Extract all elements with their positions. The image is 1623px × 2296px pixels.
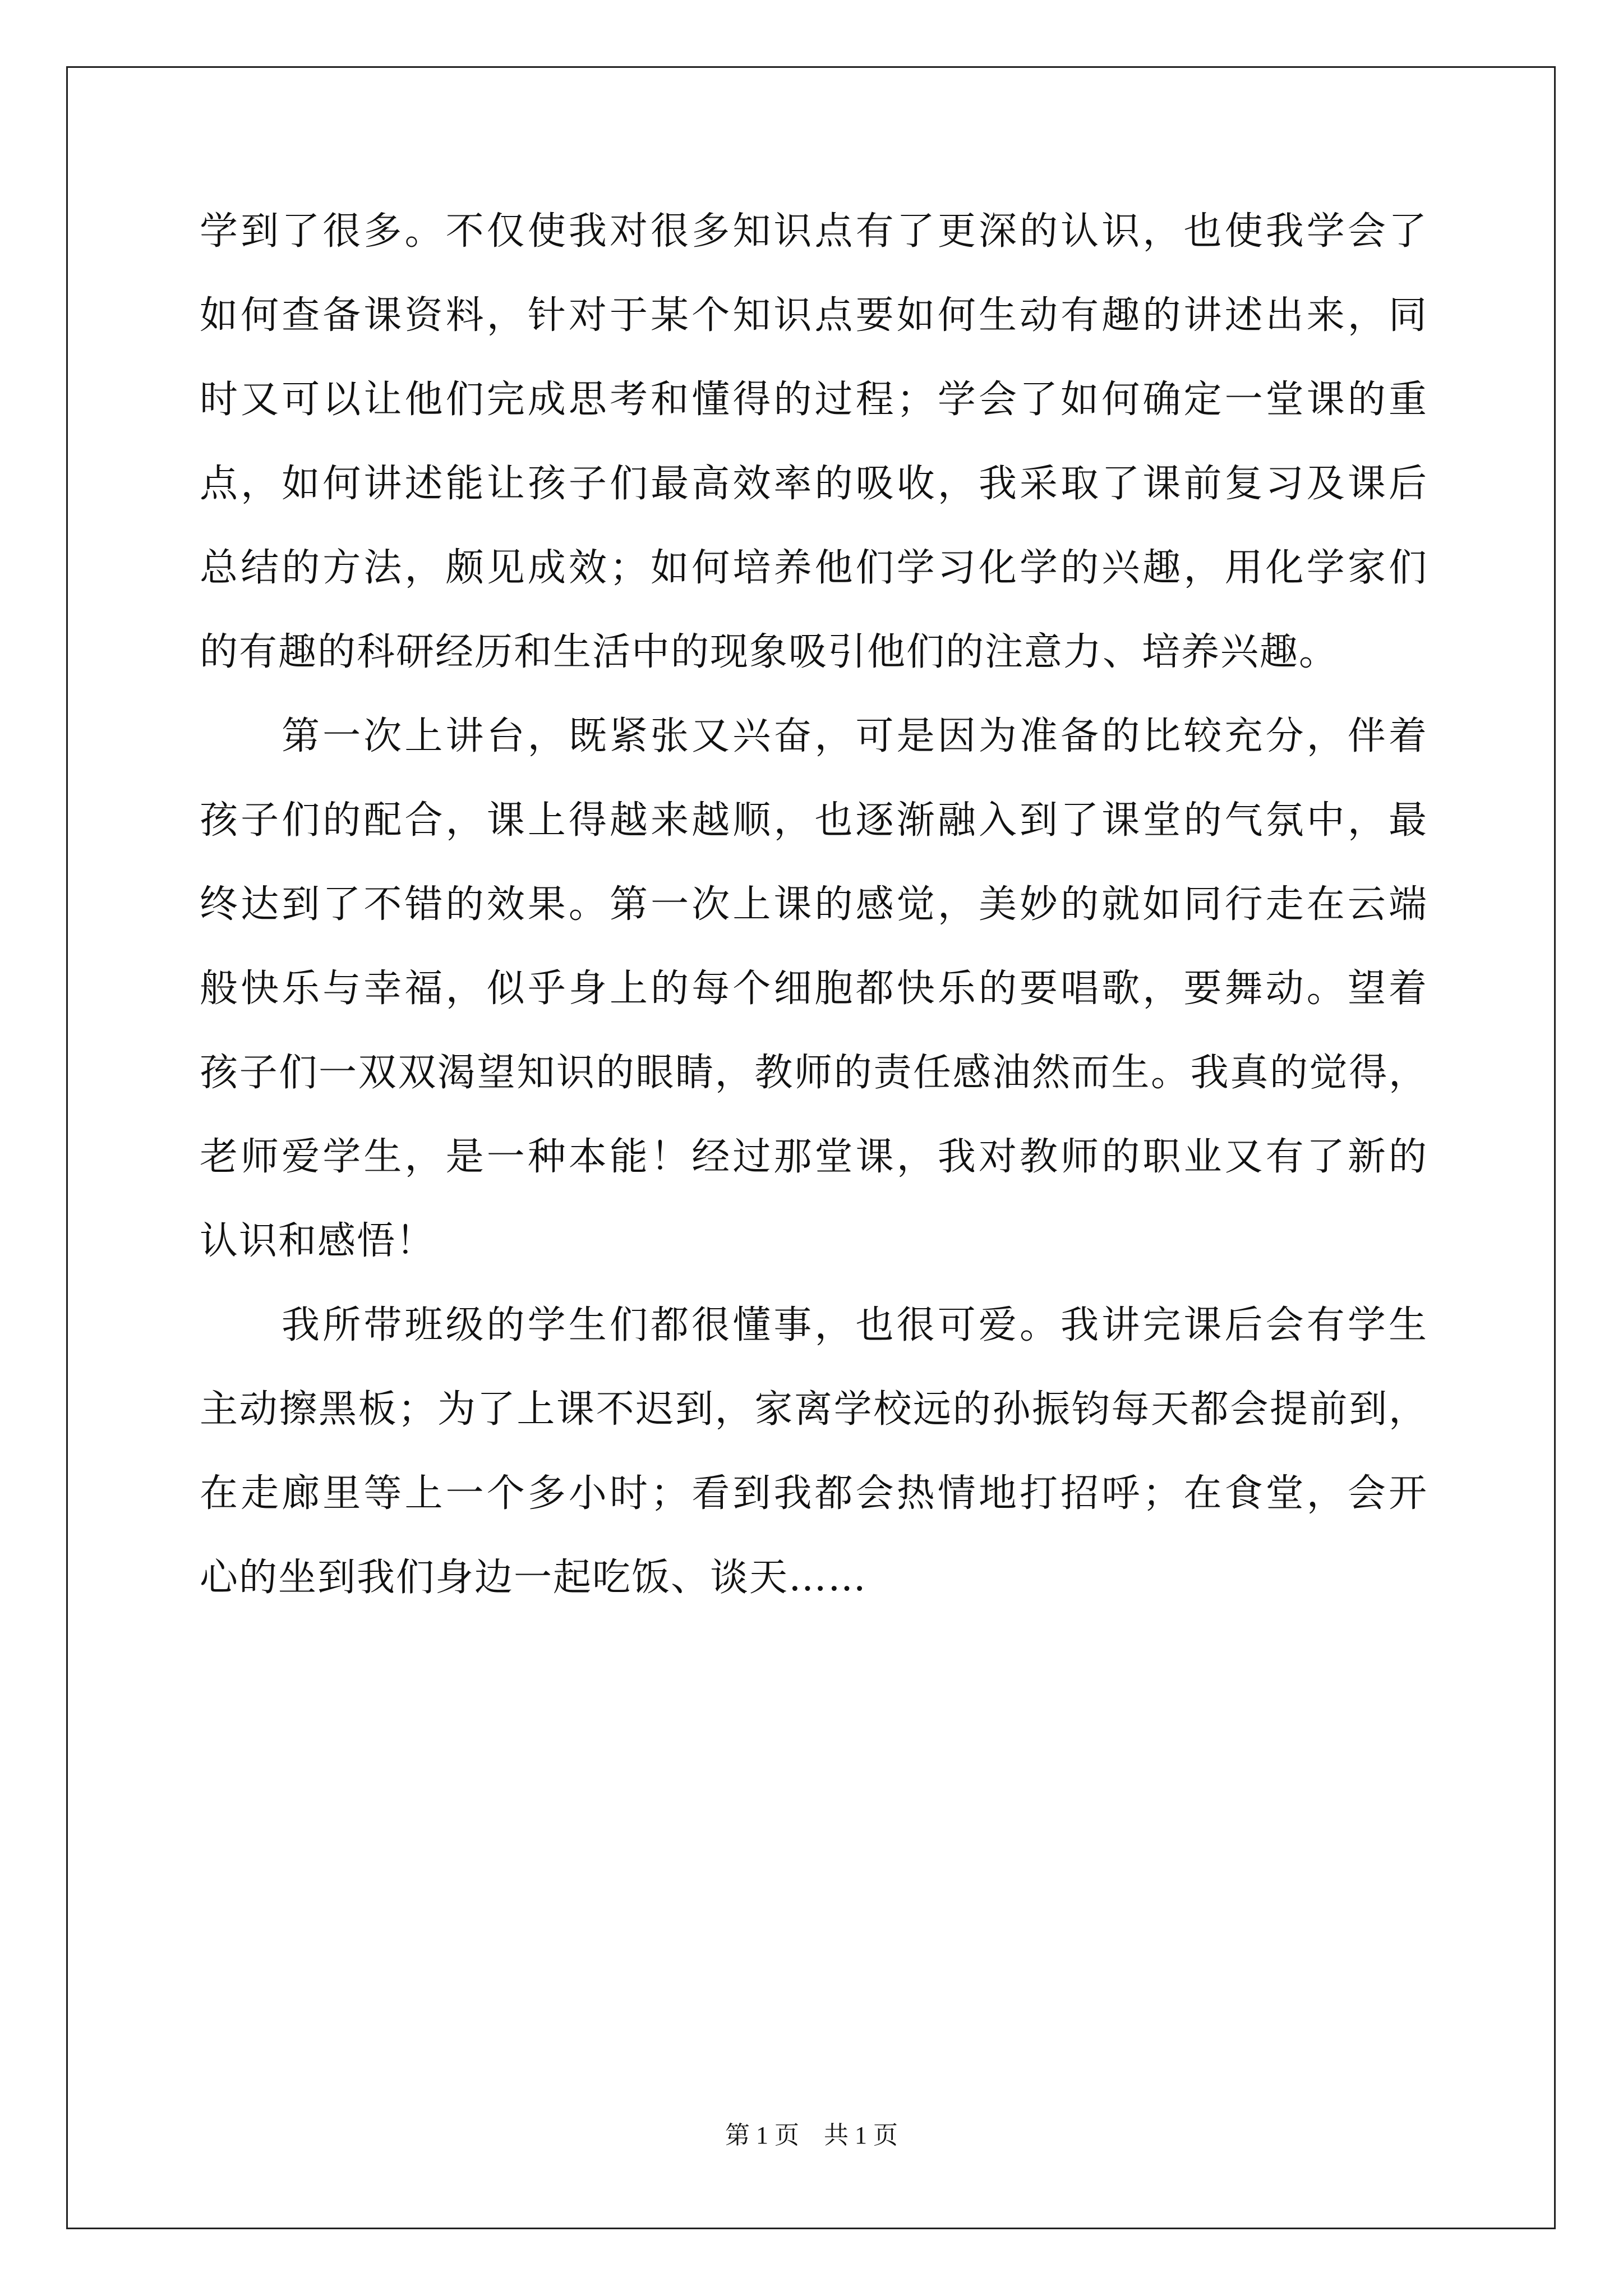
paragraph-2-line-6: 老师爱学生，是一种本能！经过那堂课，我对教师的职业又有了新的 [200,1135,1428,1179]
page-number-footer: 第 1 页 共 1 页 [725,2122,898,2149]
document-body [200,190,1428,1620]
paragraph-2-line-4: 般快乐与幸福，似乎身上的每个细胞都快乐的要唱歌，要舞动。望着 [200,967,1428,1011]
paragraph-1-line-2: 如何查备课资料，针对于某个知识点要如何生动有趣的讲述出来，同 [200,293,1428,338]
paragraph-1-line-5: 总结的方法，颇见成效；如何培养他们学习化学的兴趣，用化学家们 [200,546,1428,590]
paragraph-3-line-2: 主动擦黑板；为了上课不迟到，家离学校远的孙振钧每天都会提前到， [200,1387,1428,1432]
paragraph-1-line-1: 学到了很多。不仅使我对很多知识点有了更深的认识，也使我学会了 [200,209,1428,254]
paragraph-2-line-7: 认识和感悟！ [200,1219,436,1263]
paragraph-1-line-3: 时又可以让他们完成思考和懂得的过程；学会了如何确定一堂课的重 [200,378,1428,422]
paragraph-2-line-1: 第一次上讲台，既紧张又兴奋，可是因为准备的比较充分，伴着 [282,714,1428,758]
paragraph-3-line-1: 我所带班级的学生们都很懂事，也很可爱。我讲完课后会有学生 [282,1303,1428,1347]
paragraph-3-line-3: 在走廊里等上一个多小时；看到我都会热情地打招呼；在食堂，会开 [200,1471,1428,1516]
paragraph-1-line-6: 的有趣的科研经历和生活中的现象吸引他们的注意力、培养兴趣。 [200,630,1339,674]
paragraph-1-line-4: 点，如何讲述能让孩子们最高效率的吸收，我采取了课前复习及课后 [200,462,1428,506]
paragraph-2-line-5: 孩子们一双双渴望知识的眼睛，教师的责任感油然而生。我真的觉得， [200,1051,1428,1095]
paragraph-3-line-4: 心的坐到我们身边一起吃饭、谈天…… [200,1556,868,1600]
paragraph-2-line-3: 终达到了不错的效果。第一次上课的感觉，美妙的就如同行走在云端 [200,882,1428,927]
paragraph-2-line-2: 孩子们的配合，课上得越来越顺，也逐渐融入到了课堂的气氛中，最 [200,798,1428,843]
